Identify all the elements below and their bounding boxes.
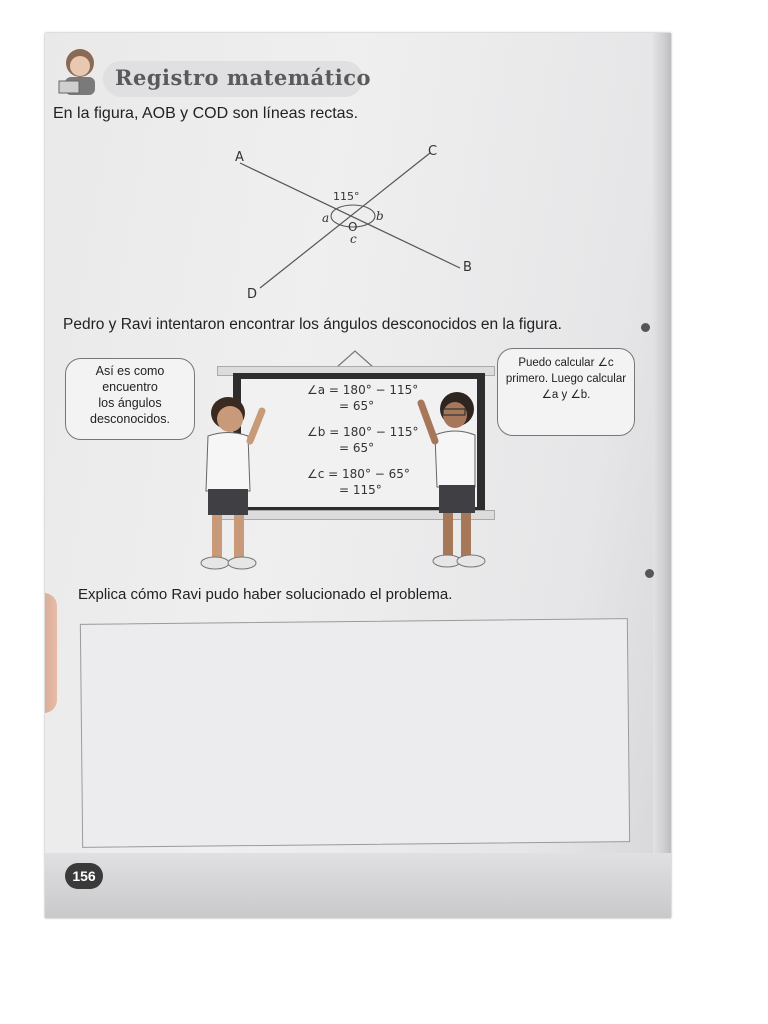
bubble-line: desconocidos. xyxy=(90,412,170,426)
label-angle-115: 115° xyxy=(333,190,360,203)
teacher-avatar-icon xyxy=(51,41,109,99)
label-c-point: C xyxy=(428,144,438,159)
board-line: = 65° xyxy=(339,441,375,455)
thumb xyxy=(45,593,57,713)
line-cod xyxy=(260,153,430,288)
board-line: = 115° xyxy=(339,483,382,497)
book-page-photo xyxy=(45,33,671,918)
ravi-illustration-icon xyxy=(413,387,493,577)
bubble-line: ∠a y ∠b. xyxy=(541,389,591,401)
bubble-line: Puedo calcular ∠c xyxy=(518,357,614,369)
board-line: ∠a = 180° − 115° xyxy=(307,383,419,397)
binder-hole xyxy=(645,569,654,578)
pedro-illustration-icon xyxy=(190,391,270,581)
board-line: ∠b = 180° − 115° xyxy=(307,425,419,439)
label-angle-b: b xyxy=(376,209,384,223)
prompt-text: Pedro y Ravi intentaron encontrar los ángulos desconocidos en la figura. xyxy=(63,316,562,333)
label-d-point: D xyxy=(247,287,258,302)
board-line: = 65° xyxy=(339,399,375,413)
label-a-point: A xyxy=(235,150,244,165)
explain-prompt: Explica cómo Ravi pudo haber solucionado el problema. xyxy=(78,586,453,603)
speech-bubble-pedro xyxy=(65,358,195,440)
page-edge xyxy=(653,33,671,918)
bubble-line: Así es como xyxy=(95,364,165,378)
label-angle-a: a xyxy=(322,211,330,225)
label-o-point: O xyxy=(348,220,358,234)
speech-bubble-ravi xyxy=(497,348,635,436)
label-angle-c: c xyxy=(350,232,357,246)
answer-box[interactable] xyxy=(80,618,630,848)
line-aob xyxy=(240,163,460,268)
binder-hole xyxy=(641,323,650,332)
page-number-badge: 156 xyxy=(65,863,103,889)
bubble-line: los ángulos xyxy=(98,396,162,410)
label-b-point: B xyxy=(463,260,472,275)
angle-figure xyxy=(225,143,485,303)
bubble-line: primero. Luego calcular xyxy=(505,373,627,385)
section-title: Registro matemático xyxy=(115,65,372,90)
board-line: ∠c = 180° − 65° xyxy=(307,467,410,481)
page-footer-band xyxy=(45,853,671,918)
bubble-line: encuentro xyxy=(102,380,158,394)
intro-text: En la figura, AOB y COD son líneas rectas. xyxy=(53,105,359,122)
